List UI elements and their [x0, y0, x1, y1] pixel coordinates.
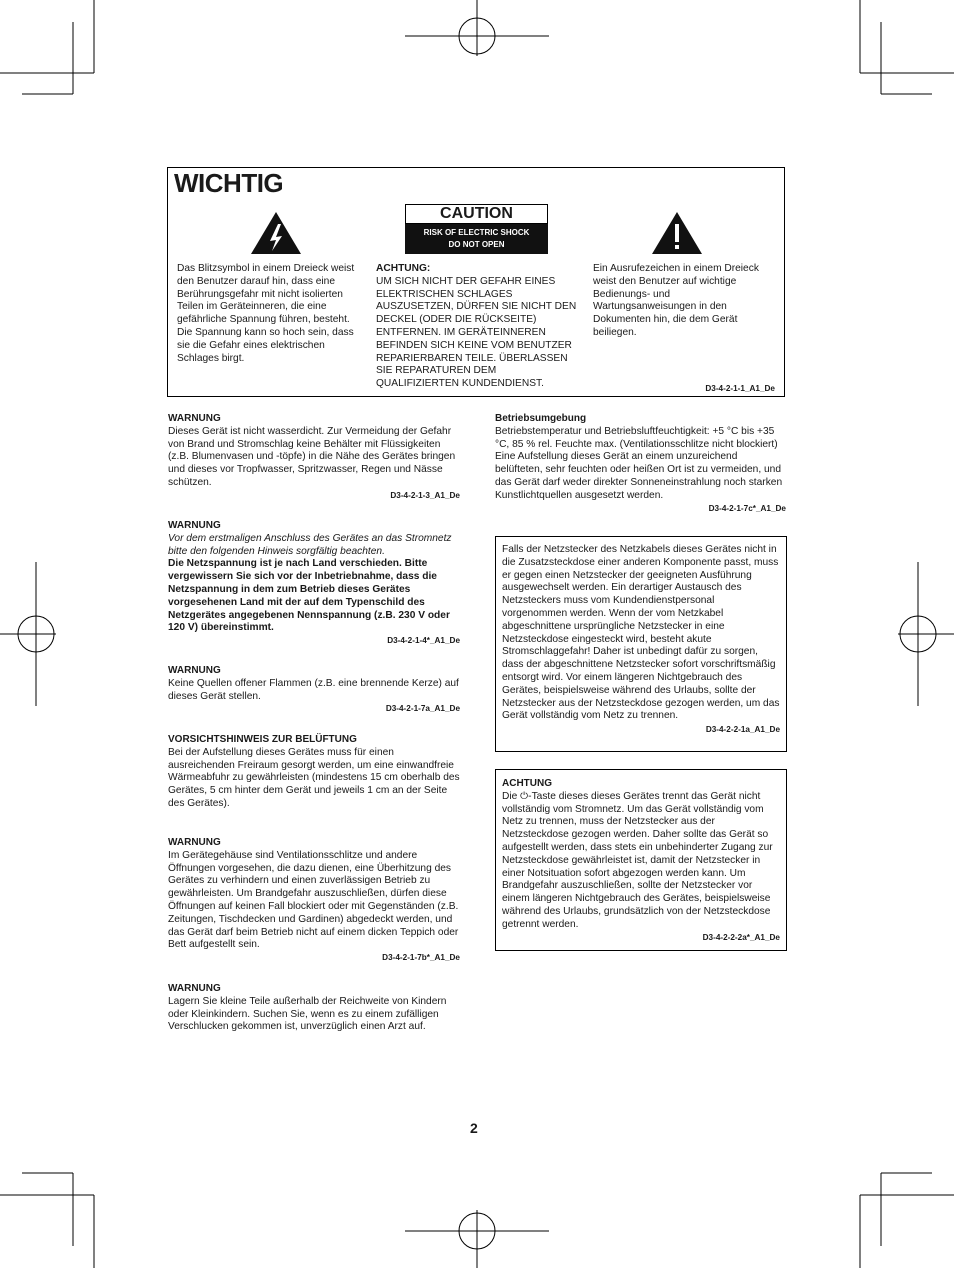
box-mid-block — [376, 263, 581, 391]
section-text-1: Betriebstemperatur und Betriebsluftfeuchtigkeit: +5 °C bis +35 °C, 85 % rel. Feuchte max. (Ventilationsschlitze nicht blockiert) — [495, 425, 778, 450]
power-notice — [502, 778, 780, 944]
exclamation-triangle-icon — [650, 210, 704, 256]
box-mid-text: UM SICH NICHT DER GEFAHR EINES ELEKTRISCHEN SCHLAGES AUSZUSETZEN, DÜRFEN SIE NICHT DEN DECKEL (ODER DIE RÜCKSEITE) ENTFERNEN. IM GERÄTEINNEREN BEFINDEN SICH KEINE VOM BENUTZER REPARIERBAREN TEILE. ÜBERLASSEN SIE REPARATUREN DEM QUALIFIZIERTEN KUNDENDIENST. — [376, 275, 577, 390]
plug-notice — [502, 544, 780, 737]
section-italic: Vor dem erstmaligen Anschluss des Gerätes an das Stromnetz bitte den folgenden Hinweis sorgfältig beachten. — [168, 532, 452, 557]
left-section-2 — [168, 520, 460, 648]
page-number: 2 — [470, 1120, 478, 1136]
section-heading: ACHTUNG — [502, 778, 552, 789]
section-text: Die ⏻-Taste dieses dieses Gerätes trennt das Gerät nicht vollständig vom Stromnetz. Um das Gerät vollständig vom Netz zu trennen, muss der Netzstecker aus der Netzsteckdose gezogen werden. Daher sollte das Gerät so aufgestellt werden, dass stets ein unbehinderter Zugang zur Netzsteckdose gewährleistet ist, damit der Netzstecker in einer Notsituation sofort abgezogen werden kann. Um Brandgefahr auszuschließen, sollte der Netzstecker vor einem längeren Nichtgebrauch des Gerätes, beispielsweise während des Urlaubs, grundsätzlich von der Netzsteckdose getrennt werden. — [502, 790, 773, 930]
caution-label — [405, 204, 548, 254]
section-text: Lagern Sie kleine Teile außerhalb der Reichweite von Kindern oder Kleinkindern. Suchen Sie, wenn es zu einem zufälligen Verschlucken gekommen ist, unverzüglich einen Arzt auf. — [168, 995, 447, 1033]
right-section-1 — [495, 413, 786, 515]
section-text: Falls der Netzstecker des Netzkabels dieses Gerätes nicht in die Zusatzsteckdose einer anderen Komponente passt, muss er gegen einen Netzstecker der geeigneten Ausführung ausgewechselt werden. Ein derartiger Austausch des Netzsteckers muss vom Kundendienstpersonal vorgenommen werden. Wenn der vom Netzkabel abgeschnittene ursprüngliche Netzstecker in eine Netzsteckdose eingesteckt wird, besteht akute Stromschlaggefahr! Daher ist unbedingt dafür zu sorgen, dass der abgeschnittene Netzstecker sofort vorschriftsmäßig entsorgt wird. Vor einem längeren Nichtgebrauch des Gerätes, beispielsweise während des Urlaubs, sollte der Netzstecker aus der Netzsteckdose gezogen werden, um das Gerät vollständig vom Netz zu trennen. — [502, 544, 780, 722]
section-code: D3-4-2-1-7a_A1_De — [385, 704, 460, 714]
box-code: D3-4-2-1-1_A1_De — [705, 384, 775, 393]
section-heading: Betriebsumgebung — [495, 413, 587, 424]
section-heading: WARNUNG — [168, 520, 221, 531]
section-heading: WARNUNG — [168, 665, 221, 676]
caution-line-1: RISK OF ELECTRIC SHOCK — [423, 228, 530, 237]
box-left-text: Das Blitzsymbol in einem Dreieck weist den Benutzer darauf hin, dass eine Berührungsgefahr mit nicht isolierten Teilen im Geräteinneren, die eine gefährliche Spannung führen, besteht. Die Spannung kann so hoch sein, dass sie die Gefahr eines elektrischen Schlages birgt. — [177, 263, 355, 364]
section-code: D3-4-2-2-1a_A1_De — [705, 725, 780, 735]
section-code: D3-4-2-2-2a*_A1_De — [702, 932, 780, 942]
section-code: D3-4-2-1-7c*_A1_De — [708, 503, 786, 513]
left-section-4 — [168, 734, 460, 811]
left-section-1 — [168, 413, 460, 503]
left-section-3 — [168, 665, 460, 716]
section-code: D3-4-2-1-4*_A1_De — [387, 636, 460, 646]
section-heading: VORSICHTSHINWEIS ZUR BELÜFTUNG — [168, 734, 357, 745]
section-heading: WARNUNG — [168, 837, 221, 848]
left-section-6 — [168, 983, 460, 1034]
section-code: D3-4-2-1-3_A1_De — [390, 490, 460, 500]
caution-line-2: DO NOT OPEN — [448, 240, 505, 249]
section-code: D3-4-2-1-7b*_A1_De — [382, 953, 460, 963]
section-text: Im Gerätegehäuse sind Ventilationsschlitze und andere Öffnungen vorgesehen, die dazu dienen, eine Überhitzung des Gerätes zu verhindern und einen zuverlässigen Betrieb zu gewährleisten. Um Brandgefahr auszuschließen, dürfen diese Öffnungen auf keinen Fall blockiert oder mit Gegenständen (z.B. Zeitungen, Tischdecken und Gardinen) abgedeckt werden, und das Gerät darf beim Betrieb nicht auf einem dicken Teppich oder Bett aufgestellt sein. — [168, 849, 459, 951]
lightning-triangle-icon — [249, 210, 303, 256]
section-heading: WARNUNG — [168, 413, 221, 424]
section-text: Dieses Gerät ist nicht wasserdicht. Zur Vermeidung der Gefahr von Brand und Stromschlag keine Behälter mit Flüssigkeiten (z.B. Blumenvasen und -töpfe) in die Nähe des Gerätes bringen und dieses vor Tropfwasser, Spritzwasser, Regen und Nässe schützen. — [168, 425, 456, 488]
page-title: WICHTIG — [174, 168, 284, 198]
caution-title: CAUTION — [405, 204, 548, 224]
section-bold: Die Netzspannung ist je nach Land verschieden. Bitte vergewissern Sie sich vor der Inbetriebnahme, dass die Netzspannung in dem zum Betrieb dieses Gerätes vorgesehenen Land mit der auf dem Typenschild des Netzgerätes angegebenen Nennspannung (z.B. 230 V oder 120 V) übereinstimmt. — [168, 558, 450, 634]
caution-subtitle — [405, 224, 548, 254]
section-text-2: Eine Aufstellung dieses Gerät an einem unzureichend belüfteten, sehr feuchten oder heißen Ort ist zu vermeiden, und das Gerät darf weder direkter Sonneneinstrahlung noch starken Kunstlichtquellen ausgesetzt werden. — [495, 451, 783, 501]
section-heading: WARNUNG — [168, 983, 221, 994]
section-text: Bei der Aufstellung dieses Gerätes muss für einen ausreichenden Freiraum gesorgt werden, um eine einwandfreie Wärmeabfuhr zu gewährleisten (mindestens 15 cm oberhalb des Gerätes, 5 cm hinter dem Gerät und jeweils 1 cm an der Seite des Gerätes). — [168, 746, 460, 809]
box-right-text: Ein Ausrufezeichen in einem Dreieck weist den Benutzer auf wichtige Bedienungs- und Wartungsanweisungen in den Dokumenten hin, die dem Gerät beiliegen. — [593, 263, 759, 338]
box-mid-heading: ACHTUNG: — [376, 263, 431, 274]
left-section-5 — [168, 837, 460, 965]
section-text: Keine Quellen offener Flammen (z.B. eine brennende Kerze) auf dieses Gerät stellen. — [168, 677, 459, 702]
